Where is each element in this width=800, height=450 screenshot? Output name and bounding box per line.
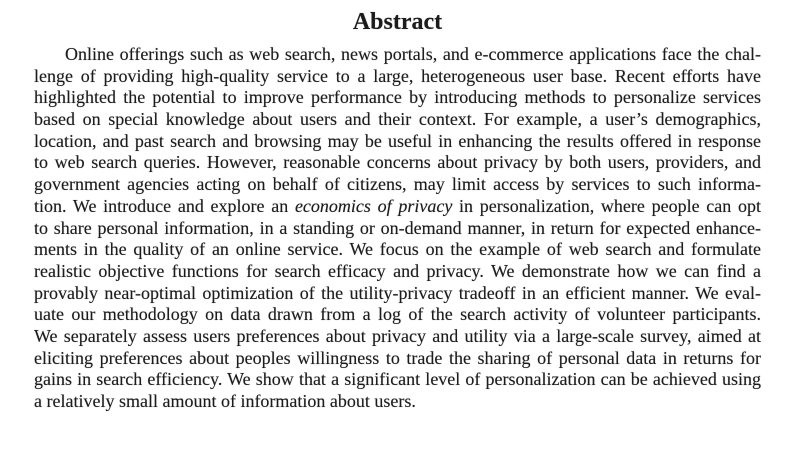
abstract-text-segment: ments in the quality of an online service. We focus on the example of web search and formulate xyxy=(34,239,761,260)
abstract-line xyxy=(34,326,761,348)
abstract-line xyxy=(34,87,761,109)
abstract-line xyxy=(34,391,761,413)
abstract-line xyxy=(34,304,761,326)
italic-phrase: economics of privacy xyxy=(294,195,453,216)
abstract-text-segment: eliciting preferences about peoples willingness to trade the sharing of personal data in returns for xyxy=(34,347,761,368)
abstract-line xyxy=(34,348,761,370)
abstract-text-segment: We separately assess users preferences about privacy and utility via a large-scale survey, aimed at xyxy=(34,325,761,346)
abstract-line xyxy=(34,239,761,261)
abstract-title: Abstract xyxy=(352,9,443,35)
abstract-line xyxy=(34,196,761,218)
abstract-text-segment: in personalization, where people can opt xyxy=(452,195,761,216)
abstract-text-segment: lenge of providing high-quality service to a large, heterogeneous user base. Recent efforts have xyxy=(34,65,761,86)
abstract-text-segment: uate our methodology on data drawn from a log of the search activity of volunteer participants. xyxy=(34,304,761,325)
abstract-text-segment: realistic objective functions for search efficacy and privacy. We demonstrate how we can find a xyxy=(34,260,761,281)
abstract-text-segment: Online offerings such as web search, news portals, and e-commerce applications face the chal- xyxy=(65,44,761,64)
abstract-line xyxy=(34,283,761,305)
abstract-line xyxy=(34,131,761,153)
abstract-text-segment: a relatively small amount of information about users. xyxy=(34,391,416,411)
abstract-line xyxy=(34,174,761,196)
abstract-line xyxy=(34,261,761,283)
abstract-text-segment: based on special knowledge about users and their context. For example, a user’s demographics, xyxy=(34,109,761,130)
abstract-text-segment: provably near-optimal optimization of the utility-privacy tradeoff in an efficient manner. We eval- xyxy=(34,282,761,303)
abstract-text-segment: to web search queries. However, reasonable concerns about privacy by both users, providers, and xyxy=(34,152,761,173)
abstract-text-segment: tion. We introduce and explore an xyxy=(34,195,295,216)
abstract-line xyxy=(34,369,761,391)
abstract-line xyxy=(34,66,761,88)
abstract-text-segment: government agencies acting on behalf of citizens, may limit access by services to such informa- xyxy=(34,174,761,195)
abstract-text-segment: gains in search efficiency. We show that a significant level of personalization can be achieved using xyxy=(34,369,761,390)
abstract-line xyxy=(34,152,761,174)
abstract-text-segment: location, and past search and browsing may be useful in enhancing the results offered in response xyxy=(34,130,761,151)
abstract-line xyxy=(34,44,761,66)
abstract-line xyxy=(34,218,761,240)
abstract-paragraph xyxy=(34,44,761,413)
abstract-text-segment: highlighted the potential to improve performance by introducing methods to personalize services xyxy=(34,87,761,108)
abstract-line xyxy=(34,109,761,131)
abstract-text-segment: to share personal information, in a standing or on-demand manner, in return for expected enhance- xyxy=(34,217,761,238)
